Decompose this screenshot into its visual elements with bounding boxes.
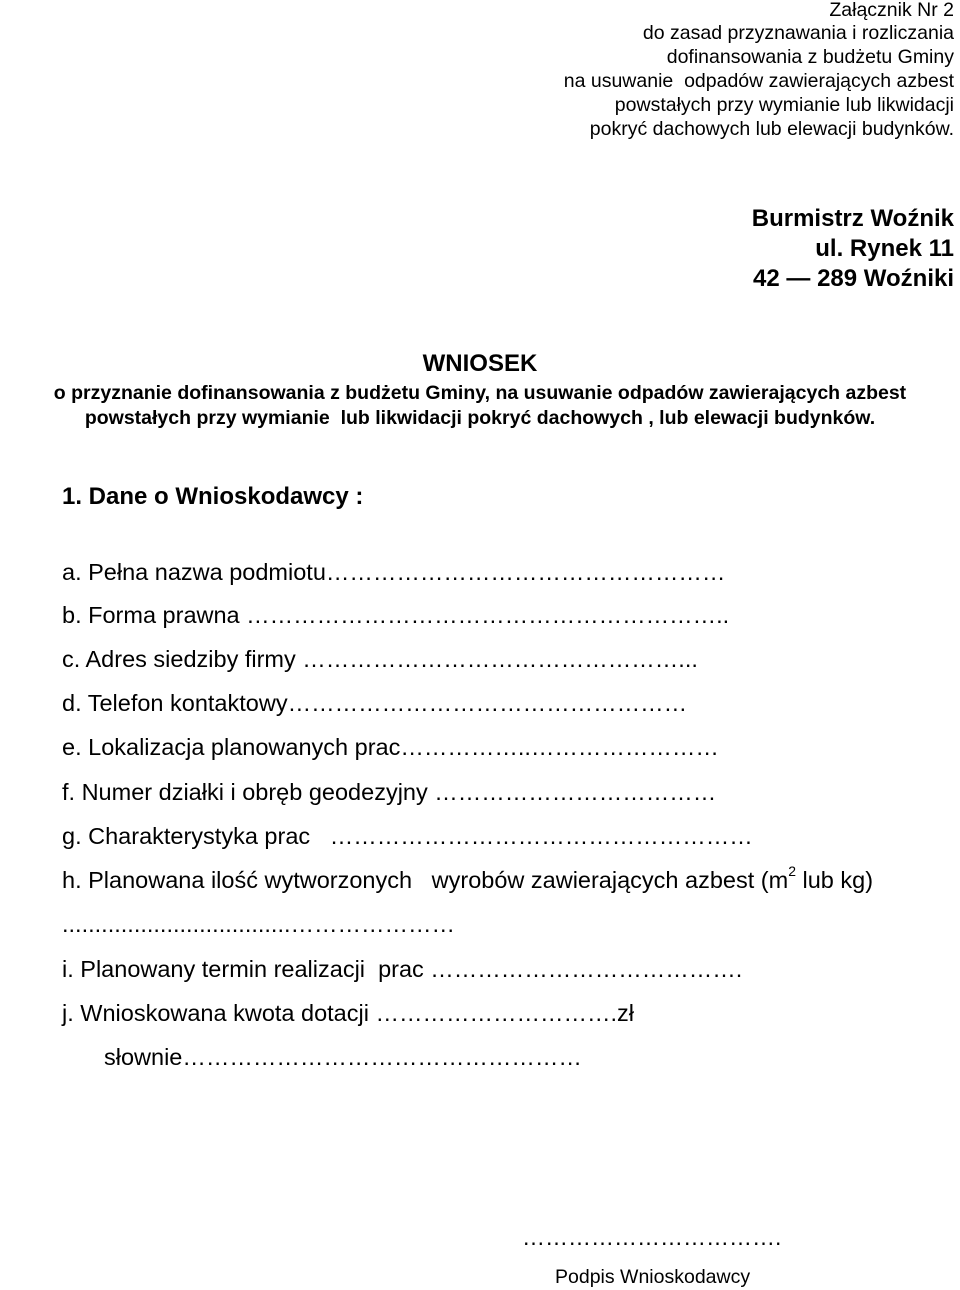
attachment-line: na usuwanie odpadów zawierających azbest	[563, 70, 954, 92]
attachment-line: do zasad przyznawania i rozliczania	[642, 22, 954, 44]
field-planned-date[interactable]: i. Planowany termin realizacji prac ………………………………….	[62, 956, 743, 982]
application-subtitle: o przyznanie dofinansowania z budżetu Gminy, na usuwanie odpadów zawierających azbest	[53, 382, 907, 404]
attachment-line: dofinansowania z budżetu Gminy	[666, 46, 954, 68]
field-contact-phone[interactable]: d. Telefon kontaktowy……………………………………………	[62, 690, 688, 716]
addressee-street: ul. Rynek 11	[815, 235, 954, 262]
field-asbestos-quantity[interactable]: ...................................…………………	[62, 911, 456, 937]
square-superscript: 2	[788, 863, 796, 879]
field-legal-form[interactable]: b. Forma prawna ……………………………………………………..	[62, 602, 730, 628]
field-full-name[interactable]: a. Pełna nazwa podmiotu……………………………………………	[62, 559, 726, 585]
field-work-location[interactable]: e. Lokalizacja planowanych prac……………..……………………	[62, 734, 719, 760]
signature-line[interactable]: …………………………….	[522, 1224, 782, 1250]
field-company-address[interactable]: c. Adres siedziby firmy …………………………………………...	[62, 646, 698, 672]
application-subtitle: powstałych przy wymianie lub likwidacji pokryć dachowych , lub elewacji budynków.	[84, 407, 876, 429]
field-work-description[interactable]: g. Charakterystyka prac ………………………………………………	[62, 823, 753, 849]
field-asbestos-quantity-label	[62, 863, 874, 893]
attachment-line: powstałych przy wymianie lub likwidacji	[614, 94, 954, 116]
section-title: 1. Dane o Wnioskodawcy :	[62, 483, 364, 510]
field-amount-in-words[interactable]: słownie……………………………………………	[104, 1044, 582, 1070]
signature-label: Podpis Wnioskodawcy	[555, 1266, 751, 1288]
attachment-line: pokryć dachowych lub elewacji budynków.	[589, 118, 954, 140]
addressee-city: 42 — 289 Woźniki	[753, 265, 954, 292]
quantity-unit-text: lub kg)	[795, 867, 874, 893]
application-title: WNIOSEK	[422, 350, 538, 377]
quantity-label-text: h. Planowana ilość wytworzonych wyrobów zawierających azbest (m	[62, 867, 789, 893]
field-plot-number[interactable]: f. Numer działki i obręb geodezyjny ………………………………	[62, 779, 717, 805]
addressee-name: Burmistrz Woźnik	[751, 205, 954, 232]
attachment-number: Załącznik Nr 2	[829, 0, 954, 21]
field-requested-amount[interactable]: j. Wnioskowana kwota dotacji ………………………….zł	[62, 1000, 634, 1026]
